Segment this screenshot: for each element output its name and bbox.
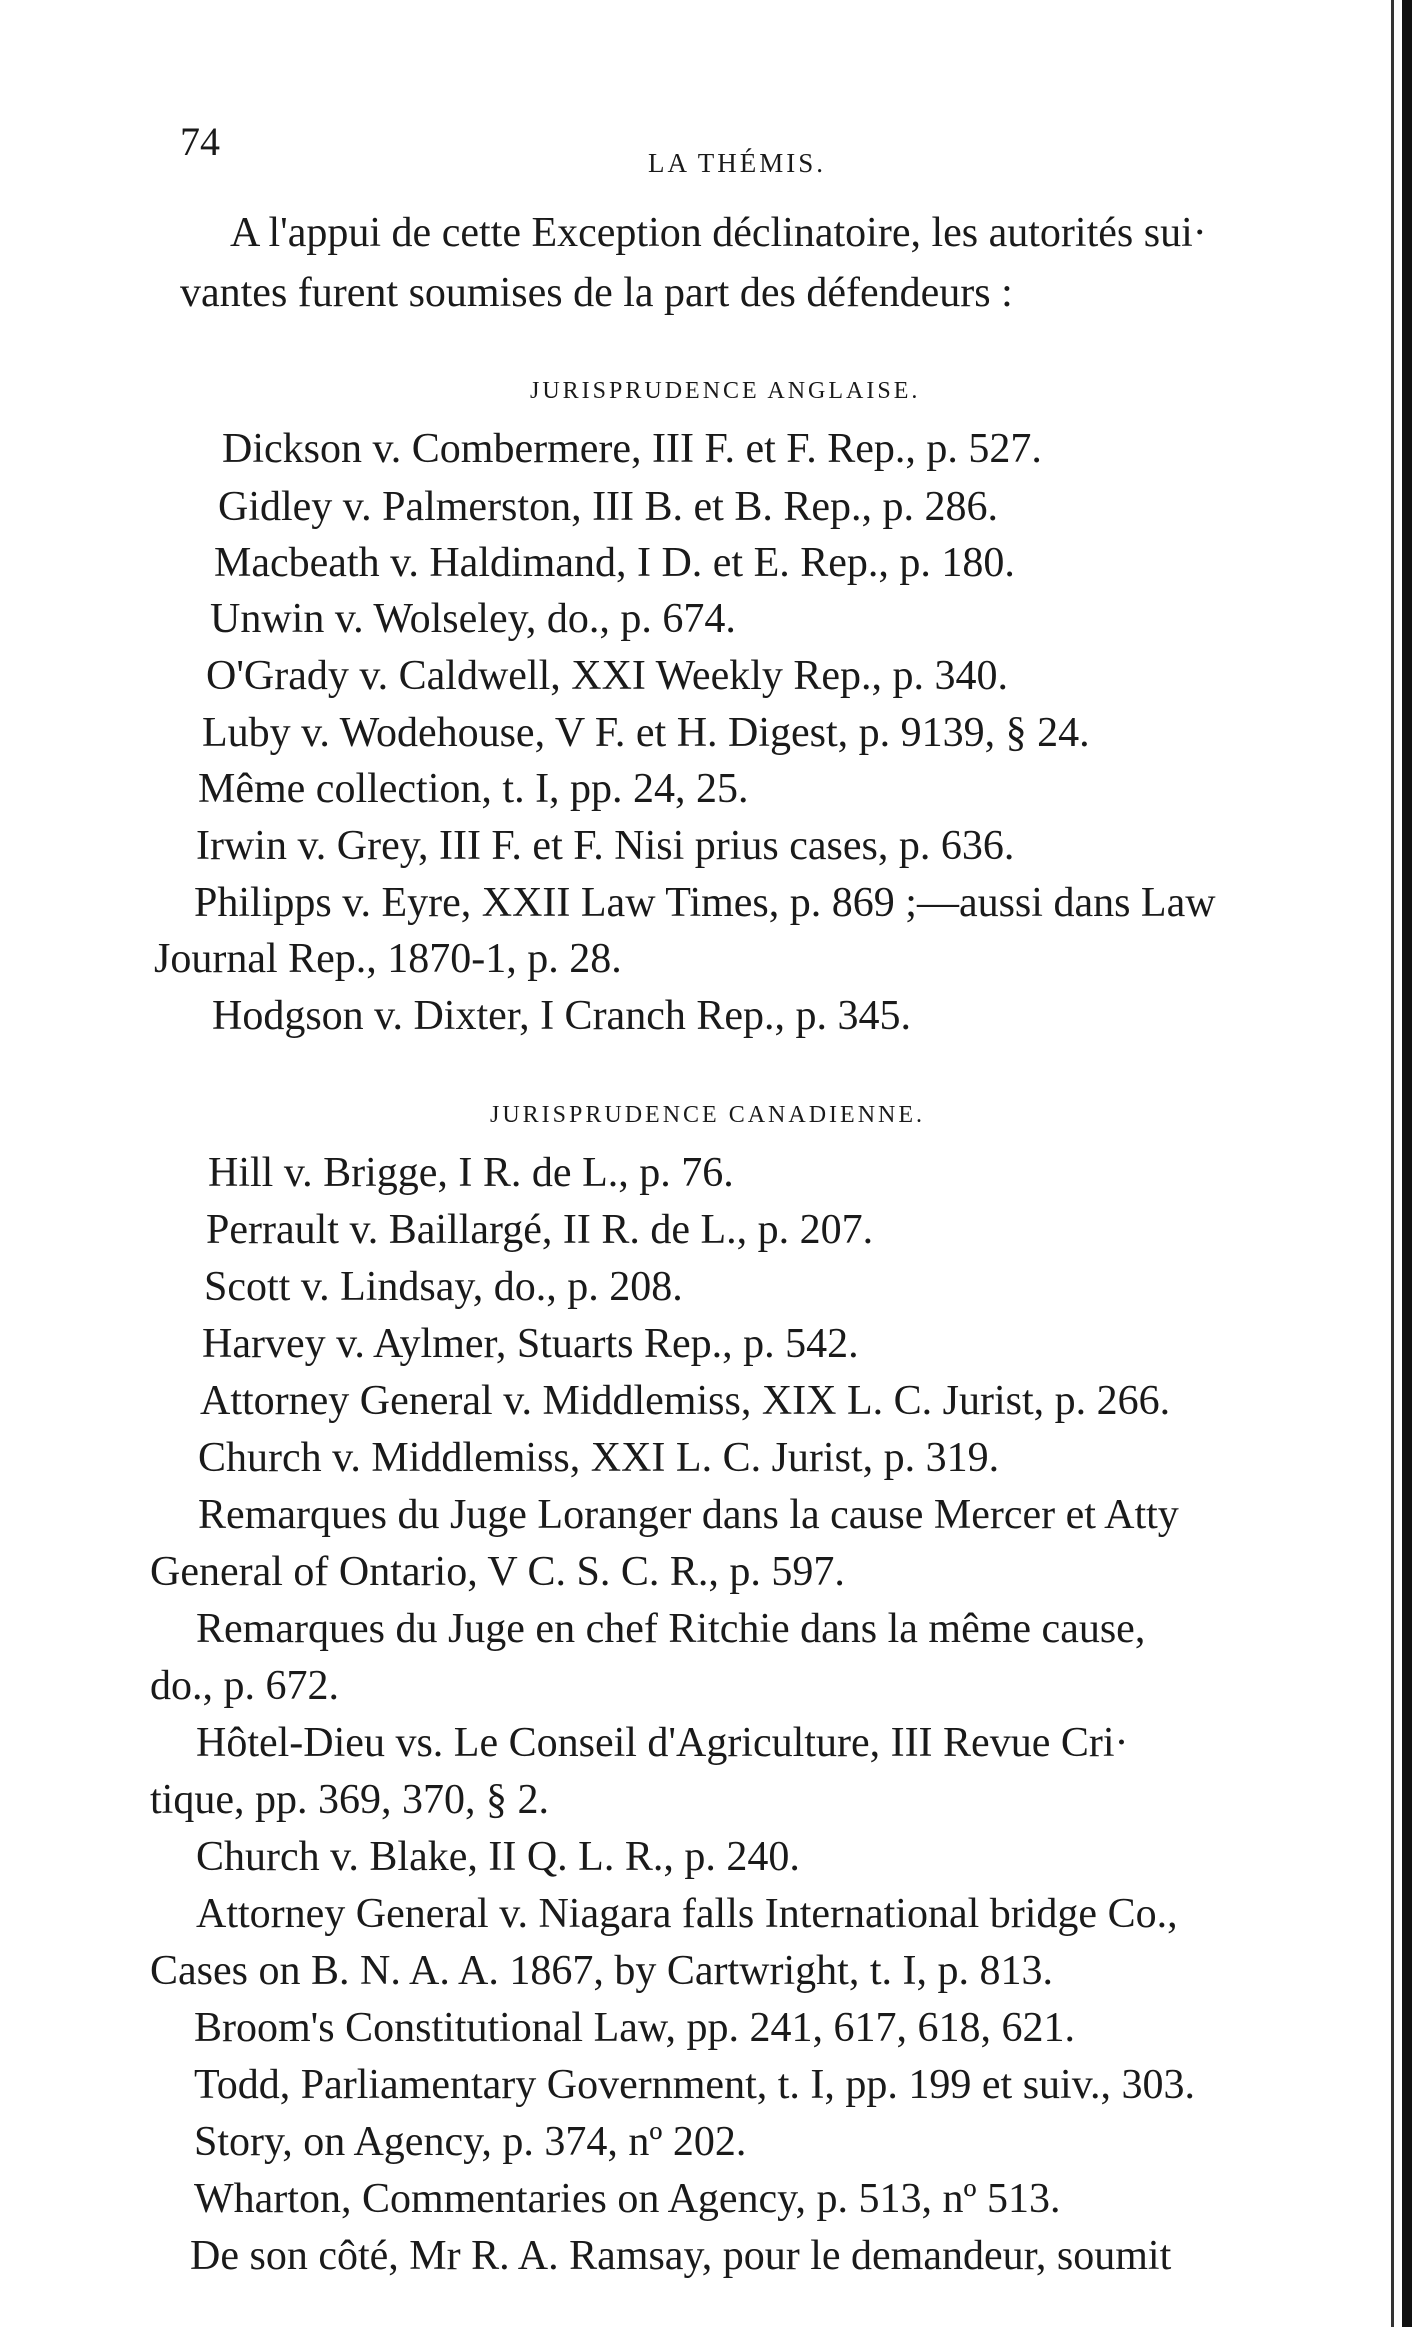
case-line: Broom's Constitutional Law, pp. 241, 617, 618, 621. bbox=[194, 2005, 1075, 2051]
case-line: Church v. Middlemiss, XXI L. C. Jurist, p. 319. bbox=[198, 1435, 1000, 1481]
case-line: Perrault v. Baillargé, II R. de L., p. 207. bbox=[206, 1207, 874, 1253]
page-edge-line bbox=[1391, 0, 1394, 2327]
case-line: O'Grady v. Caldwell, XXI Weekly Rep., p. 340. bbox=[206, 653, 1009, 699]
case-line: Philipps v. Eyre, XXII Law Times, p. 869 ;—aussi dans Law bbox=[194, 880, 1216, 926]
case-line: Remarques du Juge Loranger dans la cause Mercer et Atty bbox=[198, 1492, 1179, 1538]
case-line: Macbeath v. Haldimand, I D. et E. Rep., p. 180. bbox=[214, 540, 1015, 586]
case-line: Attorney General v. Niagara falls International bridge Co., bbox=[196, 1891, 1178, 1937]
heading-jurisprudence-anglaise: JURISPRUDENCE ANGLAISE. bbox=[530, 378, 921, 404]
case-line: Cases on B. N. A. A. 1867, by Cartwright, t. I, p. 813. bbox=[150, 1948, 1053, 1994]
case-line: Wharton, Commentaries on Agency, p. 513, nº 513. bbox=[194, 2176, 1061, 2222]
case-line: Attorney General v. Middlemiss, XIX L. C. Jurist, p. 266. bbox=[200, 1378, 1171, 1424]
case-line: Todd, Parliamentary Government, t. I, pp. 199 et suiv., 303. bbox=[194, 2062, 1195, 2108]
intro-line-1: A l'appui de cette Exception déclinatoire, les autorités sui· bbox=[230, 210, 1207, 256]
case-line: Remarques du Juge en chef Ritchie dans la même cause, bbox=[196, 1606, 1146, 1652]
case-line: Luby v. Wodehouse, V F. et H. Digest, p. 9139, § 24. bbox=[202, 710, 1090, 756]
case-line: Même collection, t. I, pp. 24, 25. bbox=[198, 766, 749, 812]
case-line: do., p. 672. bbox=[150, 1663, 339, 1709]
case-line: General of Ontario, V C. S. C. R., p. 597. bbox=[150, 1549, 845, 1595]
page-edge-shadow bbox=[1402, 0, 1412, 2327]
case-line: Irwin v. Grey, III F. et F. Nisi prius cases, p. 636. bbox=[196, 823, 1015, 869]
intro-line-2: vantes furent soumises de la part des défendeurs : bbox=[180, 270, 1013, 316]
case-line: Unwin v. Wolseley, do., p. 674. bbox=[210, 596, 736, 642]
running-head: LA THÉMIS. bbox=[648, 148, 827, 178]
heading-jurisprudence-canadienne: JURISPRUDENCE CANADIENNE. bbox=[490, 1102, 926, 1128]
case-line: Hodgson v. Dixter, I Cranch Rep., p. 345. bbox=[212, 993, 911, 1039]
case-line: Hôtel-Dieu vs. Le Conseil d'Agriculture, III Revue Cri· bbox=[196, 1720, 1129, 1766]
case-line: Dickson v. Combermere, III F. et F. Rep., p. 527. bbox=[222, 426, 1042, 472]
case-line: tique, pp. 369, 370, § 2. bbox=[150, 1777, 549, 1823]
case-line: Church v. Blake, II Q. L. R., p. 240. bbox=[196, 1834, 800, 1880]
case-line: De son côté, Mr R. A. Ramsay, pour le demandeur, soumit bbox=[190, 2233, 1172, 2279]
page-number: 74 bbox=[180, 119, 220, 164]
case-line: Story, on Agency, p. 374, nº 202. bbox=[194, 2119, 747, 2165]
case-line: Scott v. Lindsay, do., p. 208. bbox=[204, 1264, 683, 1310]
case-line: Hill v. Brigge, I R. de L., p. 76. bbox=[208, 1150, 734, 1196]
case-line: Journal Rep., 1870-1, p. 28. bbox=[154, 936, 622, 982]
case-line: Harvey v. Aylmer, Stuarts Rep., p. 542. bbox=[202, 1321, 859, 1367]
case-line: Gidley v. Palmerston, III B. et B. Rep., p. 286. bbox=[218, 484, 999, 530]
